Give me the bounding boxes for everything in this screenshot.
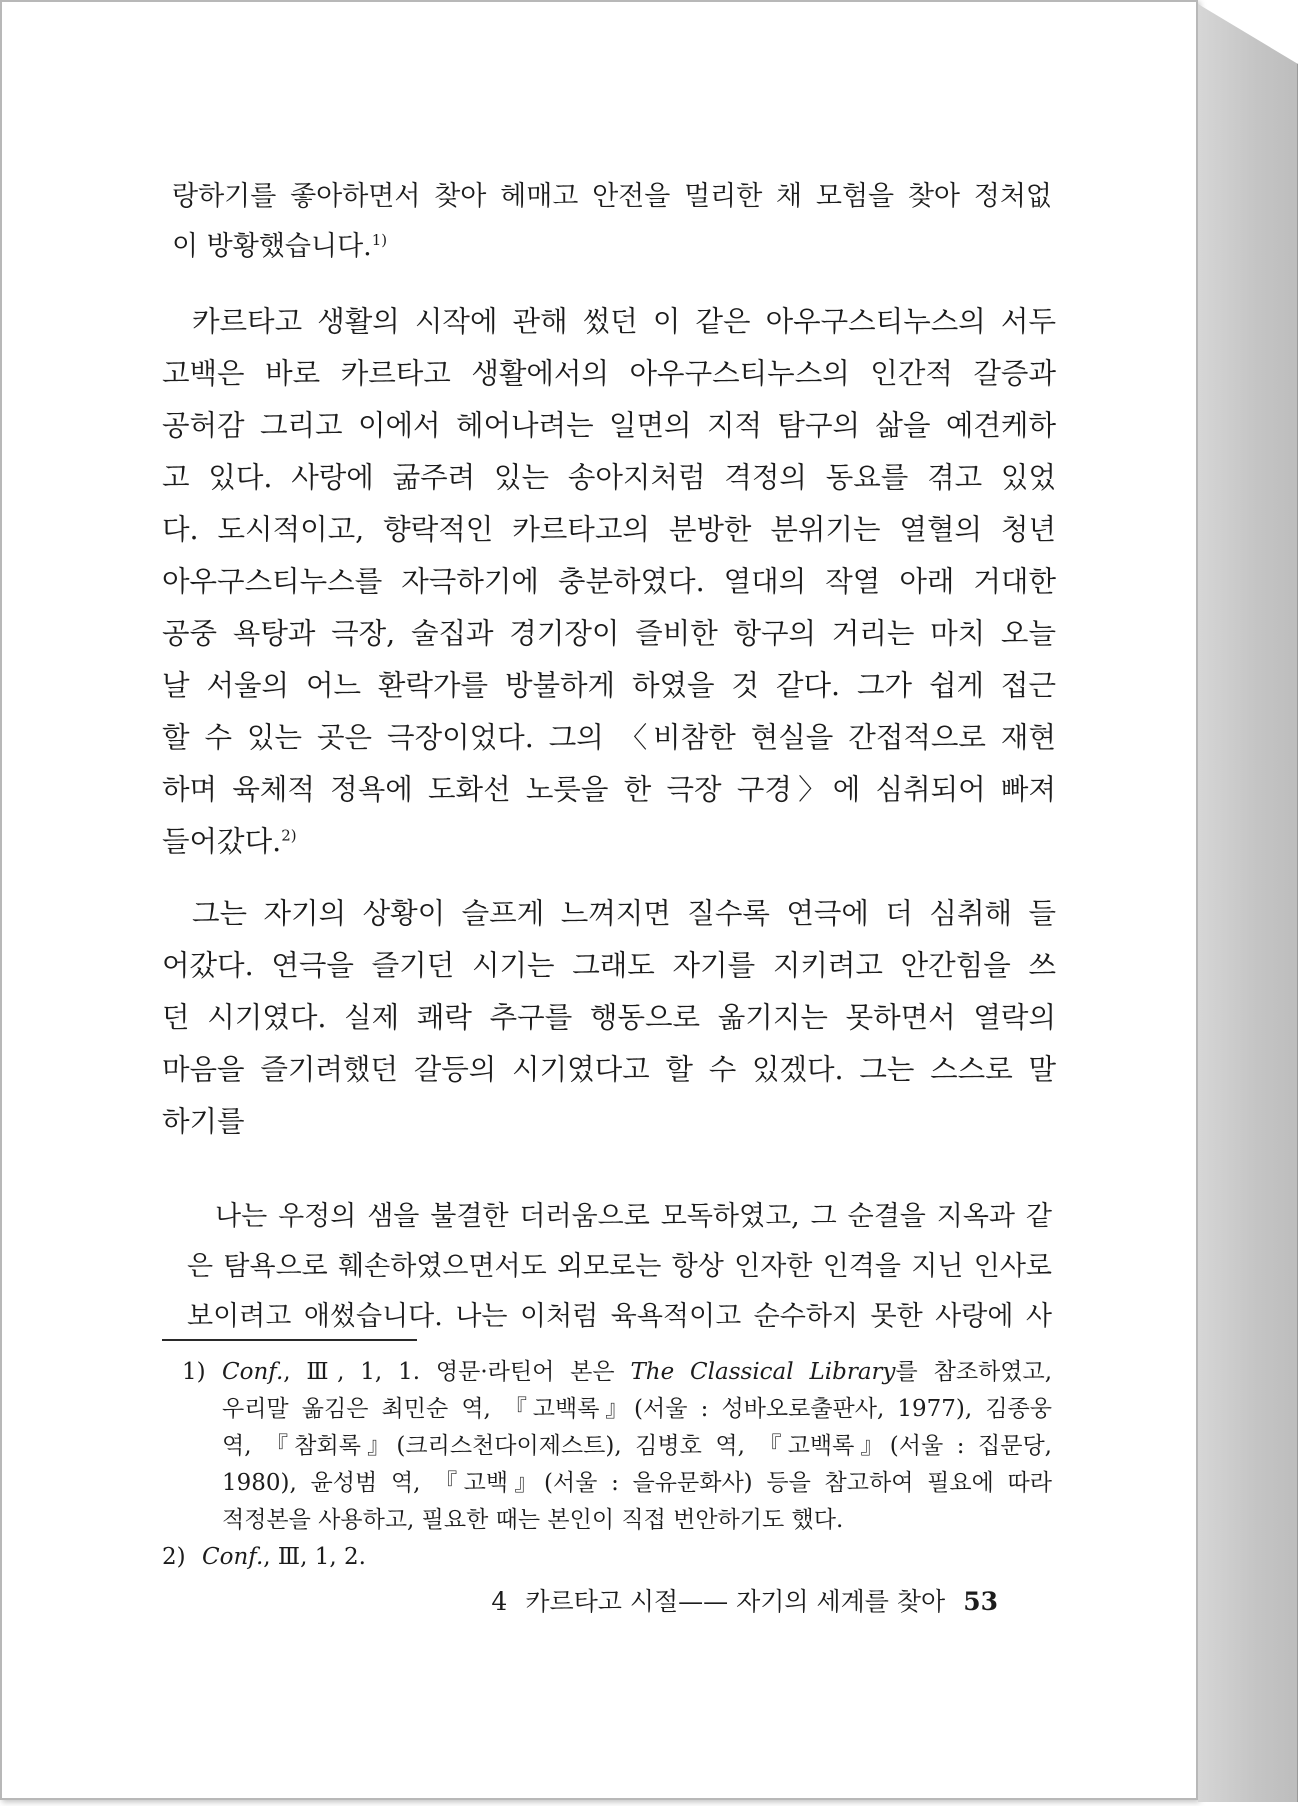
block-quote-2 (187, 1192, 1052, 1342)
text-line: 카르타고 생활의 시작에 관해 썼던 이 같은 아우구스티누스의 서두 (192, 305, 1056, 338)
chapter-number: 4 (491, 1587, 508, 1616)
text-line: 공허감 그리고 이에서 헤어나려는 일면의 지적 탐구의 삶을 예견케하 (162, 409, 1056, 442)
footnote-ref[interactable]: 2) (281, 826, 297, 845)
quote-line: 나는 우정의 샘을 불결한 더러움으로 모독하였고, 그 순결을 지옥과 같 (215, 1201, 1052, 1232)
block-quote-1 (172, 172, 1052, 272)
citation-abbrev: Conf. (202, 1544, 264, 1570)
paragraph-1 (162, 296, 1056, 868)
text-line: 날 서울의 어느 환락가를 방불하게 하였을 것 같다. 그가 쉽게 접근 (162, 669, 1056, 702)
text-line: 할 수 있는 곳은 극장이었다. 그의 〈비참한 현실을 간접적으로 재현 (162, 721, 1056, 754)
book-title: The Classical Library (630, 1359, 896, 1385)
footnote-line: 1980), 윤성범 역, 『고백』(서울 : 을유문화사) 등을 참고하여 필요에 따라 (222, 1470, 1052, 1496)
footnote-line: Conf., Ⅲ, 1, 2. (202, 1544, 366, 1570)
footnote-line: Conf., Ⅲ, 1, 1. 영문·라틴어 본은 The Classical Library를 참조하였고, (222, 1359, 1052, 1385)
page-number: 53 (963, 1587, 998, 1616)
footnote-1 (182, 1354, 1052, 1539)
footnote-ref[interactable]: 1) (371, 231, 388, 249)
footnote-line: 우리말 옮김은 최민순 역, 『고백록』(서울 : 성바오로출판사, 1977), 김종웅 (222, 1396, 1052, 1422)
footnote-divider (162, 1339, 417, 1341)
text-line: 고 있다. 사랑에 굶주려 있는 송아지처럼 격정의 동요를 겪고 있었 (162, 461, 1056, 494)
quote-line: 랑하기를 좋아하면서 찾아 헤매고 안전을 멀리한 채 모험을 찾아 정처없 (172, 181, 1052, 212)
text-line: 들어갔다.$^{2)}$ (162, 825, 297, 858)
quote-line: 이 방황했습니다.$^{1)}$ (172, 231, 388, 262)
text-line: 하기를 (162, 1105, 245, 1138)
book-page-edges (1198, 4, 1298, 1802)
chapter-title: 카르타고 시절—— 자기의 세계를 찾아 (525, 1587, 946, 1616)
footnote-line: 적정본을 사용하고, 필요한 때는 본인이 직접 번안하기도 했다. (222, 1507, 844, 1533)
citation-abbrev: Conf. (222, 1359, 284, 1385)
text-line: 공중 욕탕과 극장, 술집과 경기장이 즐비한 항구의 거리는 마치 오늘 (162, 617, 1056, 650)
paragraph-2 (162, 888, 1056, 1148)
text-line: 던 시기였다. 실제 쾌락 추구를 행동으로 옮기지는 못하면서 열락의 (162, 1001, 1056, 1034)
footnote-number: 2) (162, 1544, 186, 1570)
quote-line: 보이려고 애썼습니다. 나는 이처럼 육욕적이고 순수하지 못한 사랑에 사 (187, 1301, 1052, 1332)
text-line: 하며 육체적 정욕에 도화선 노릇을 한 극장 구경〉에 심취되어 빠져 (162, 773, 1056, 806)
footnote-2 (162, 1539, 1052, 1576)
text-line: 고백은 바로 카르타고 생활에서의 아우구스티누스의 인간적 갈증과 (162, 357, 1056, 390)
footnote-line: 역, 『참회록』(크리스천다이제스트), 김병호 역, 『고백록』(서울 : 집문당, (222, 1433, 1052, 1459)
footnotes (162, 1354, 1052, 1576)
footnote-number: 1) (182, 1359, 206, 1385)
text-line: 그는 자기의 상황이 슬프게 느껴지면 질수록 연극에 더 심취해 들 (192, 897, 1056, 930)
text-line: 아우구스티누스를 자극하기에 충분하였다. 열대의 작열 아래 거대한 (162, 565, 1056, 598)
quote-line: 은 탐욕으로 훼손하였으면서도 외모로는 항상 인자한 인격을 지닌 인사로 (187, 1251, 1052, 1282)
text-line: 다. 도시적이고, 향락적인 카르타고의 분방한 분위기는 열혈의 청년 (162, 513, 1056, 546)
running-footer (491, 1582, 998, 1618)
text-line: 마음을 즐기려했던 갈등의 시기였다고 할 수 있겠다. 그는 스스로 말 (162, 1053, 1056, 1086)
text-line: 어갔다. 연극을 즐기던 시기는 그래도 자기를 지키려고 안간힘을 쓰 (162, 949, 1056, 982)
